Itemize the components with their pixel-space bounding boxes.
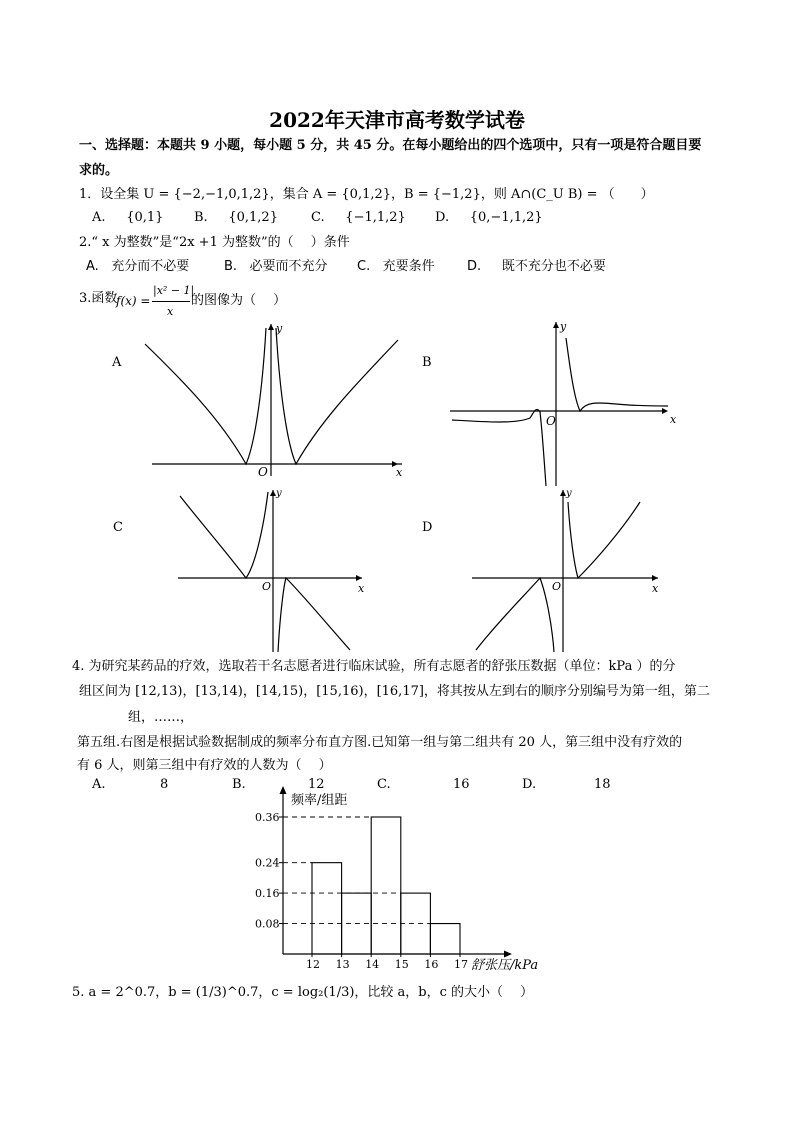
- graph-a-y-label: y: [276, 322, 283, 335]
- q1-stem: 1．设全集 U = {−2,−1,0,1,2}，集合 A = {0,1,2}，B = {−1,2}，则 A∩(C_U B) = （ ）: [79, 187, 654, 202]
- q4-option-c-letter: C.: [377, 777, 391, 792]
- q4-option-c-value: 16: [453, 777, 470, 792]
- histogram-x-tick-6: 17: [454, 958, 468, 971]
- graph-d-left-curve: [476, 578, 554, 652]
- graph-d-x-label: x: [652, 582, 659, 595]
- histogram-x-tick-2: 13: [335, 958, 350, 971]
- q1-option-d: D. {0,−1,1,2}: [435, 210, 543, 225]
- q4-option-a-letter: A.: [92, 777, 106, 792]
- q3-func-lhs: f(x) =: [116, 294, 151, 308]
- graph-c-x-label: x: [358, 582, 365, 595]
- q4-option-d-value: 18: [594, 777, 611, 792]
- graph-b-origin: O: [546, 414, 556, 428]
- histogram-x-tick-1: 12: [306, 958, 320, 971]
- q4-option-d-letter: D.: [522, 777, 537, 792]
- graph-a-right-curve: [276, 328, 398, 464]
- graph-b-label: B: [422, 355, 432, 370]
- histogram-x-tick-3: 14: [365, 958, 380, 971]
- graph-a-label: A: [112, 355, 122, 370]
- q1-option-a: A. {0,1}: [92, 210, 164, 225]
- histogram-y-tick-1: 0.08: [255, 917, 280, 931]
- q4-option-b-value: 12: [308, 777, 325, 792]
- graph-a-origin: O: [258, 465, 268, 479]
- graph-d-label: D: [422, 520, 433, 535]
- graph-c-label: C: [113, 520, 123, 535]
- q4-line5: 有 6 人，则第三组中有疗效的人数为（ ）: [77, 758, 332, 773]
- histogram-x-tick-4: 15: [394, 958, 409, 971]
- graph-b: [446, 318, 686, 490]
- q3-fraction-bar: [152, 301, 190, 302]
- histogram-y-tick-2: 0.16: [255, 887, 280, 901]
- q4-option-a-value: 8: [160, 777, 169, 792]
- q4-line4: 第五组.右图是根据试验数据制成的频率分布直方图.已知第一组与第二组共有 20 人，第三组中没有疗效的: [77, 735, 683, 750]
- histogram-bar-3: [371, 817, 401, 954]
- histogram-y-tick-3: 0.24: [255, 856, 280, 870]
- graph-c-y-label: y: [276, 488, 282, 499]
- graph-d-right-curve: [568, 502, 640, 578]
- q1-option-c: C. {−1,1,2}: [311, 210, 406, 225]
- q4-line1: 4. 为研究某药品的疗效，选取若干名志愿者进行临床试验，所有志愿者的舒张压数据（单位：kPa ）的分: [72, 659, 676, 674]
- graph-b-x-label: x: [670, 413, 677, 426]
- q4-line3: 组，……，: [128, 710, 194, 725]
- section-instructions-line1: 一、选择题：本题共 9 小题，每小题 5 分，共 45 分。在每小题给出的四个选项中，只有一项是符合题目要: [79, 138, 702, 153]
- q2-option-b: B. 必要而不充分: [224, 259, 328, 274]
- histogram-bar-5: [430, 924, 460, 954]
- histogram-bar-4: [401, 893, 431, 954]
- q3-denominator: x: [167, 305, 174, 318]
- histogram-y-tick-4: 0.36: [255, 811, 280, 824]
- page-title: 2022年天津市高考数学试卷: [269, 108, 525, 132]
- histogram-y-label: 频率/组距: [291, 793, 348, 808]
- q2-option-a: A. 充分而不必要: [86, 259, 190, 274]
- graph-c-left-curve: [180, 492, 268, 578]
- graph-b-left-curve: [452, 410, 546, 486]
- q2-stem: 2.“ x 为整数”是“2x +1 为整数”的（ ）条件: [79, 235, 350, 250]
- q3-stem-prefix: 3.函数: [79, 291, 118, 306]
- q4-line2: 组区间为 [12,13)，[13,14)，[14,15)，[15,16)，[16,17]，将其按从左到右的顺序分别编号为第一组，第二: [79, 684, 710, 699]
- graph-a-x-label: x: [396, 466, 403, 479]
- graph-a: [140, 318, 410, 480]
- graph-c-origin: O: [262, 580, 272, 593]
- histogram-x-tick-5: 16: [424, 958, 439, 971]
- graph-d-y-label: y: [566, 488, 572, 499]
- graph-d-origin: O: [552, 580, 562, 593]
- graph-a-left-curve: [145, 328, 266, 464]
- graph-c-right-curve: [278, 578, 350, 652]
- frequency-histogram: [236, 786, 556, 976]
- q5-stem: 5. a = 2^0.7，b = (1/3)^0.7，c = log₂(1/3)，比较 a，b，c 的大小（ ）: [72, 985, 534, 1000]
- q2-option-c: C. 充要条件: [357, 259, 435, 274]
- graph-b-right-curve: [566, 338, 668, 411]
- histogram-x-label: 舒张压/kPa: [471, 958, 539, 973]
- graph-c: [172, 484, 372, 654]
- q3-stem-suffix: 的图像为（ ）: [191, 293, 287, 308]
- q2-option-d: D. 既不充分也不必要: [467, 259, 606, 274]
- q3-numerator: |x² − 1|: [153, 284, 195, 297]
- q1-option-b: B. {0,1,2}: [194, 210, 278, 225]
- graph-b-y-label: y: [560, 320, 567, 333]
- histogram-bar-1: [312, 863, 342, 954]
- graph-d: [466, 484, 666, 654]
- section-instructions-line2: 求的。: [79, 163, 119, 178]
- q4-option-b-letter: B.: [232, 777, 246, 792]
